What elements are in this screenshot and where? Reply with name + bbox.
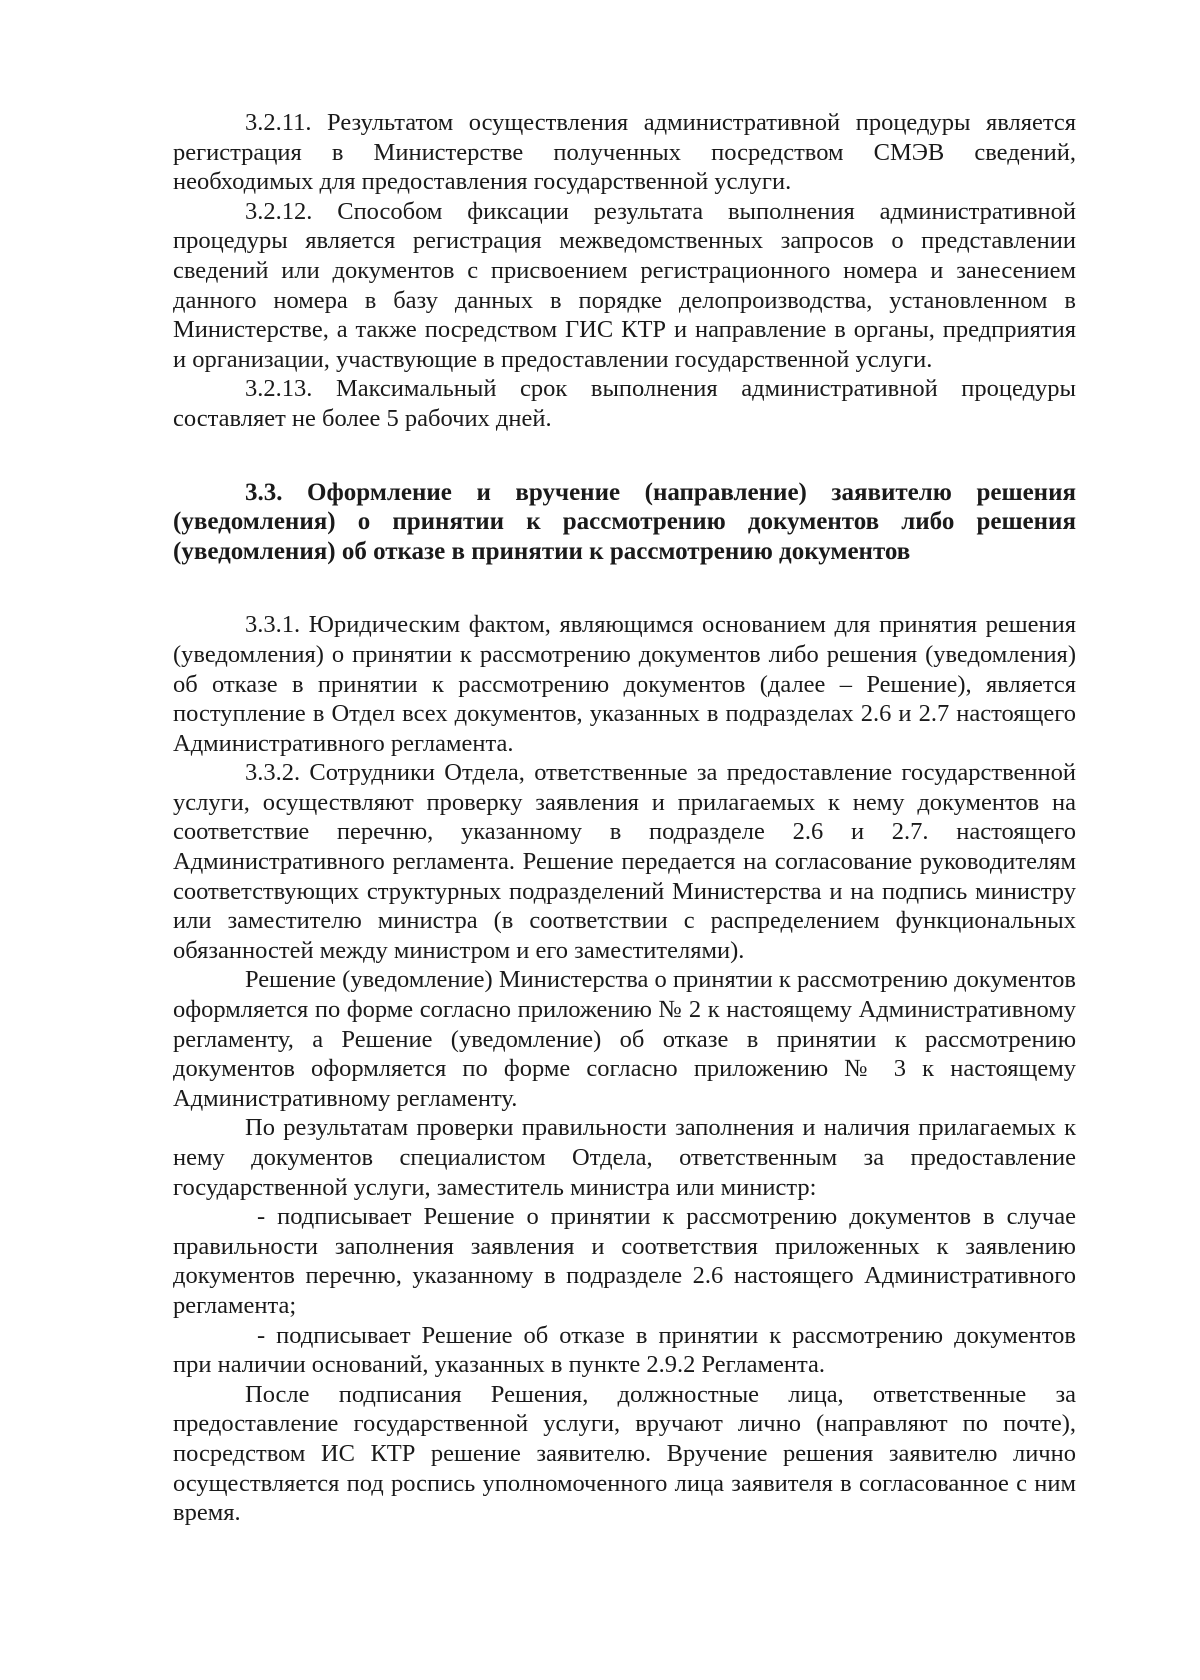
list-item-sign-acceptance: - подписывает Решение о принятии к рассмотрению документов в случае правильности заполнения заявления и соответствия приложенных к заявлению документов перечню, указанному в подразделе 2.6 настоящего Административного регламента; [173, 1203, 1076, 1319]
paragraph-verification-results: По результатам проверки правильности заполнения и наличия прилагаемых к нему документов специалистом Отдела, ответственным за предоставление государственной услуги, заместитель министра или министр: [173, 1114, 1076, 1201]
paragraph-3-2-13: 3.2.13. Максимальный срок выполнения административной процедуры составляет не более 5 рабочих дней. [173, 375, 1076, 432]
paragraph-3-3-2: 3.3.2. Сотрудники Отдела, ответственные за предоставление государственной услуги, осуществляют проверку заявления и прилагаемых к нему документов на соответствие перечню, указанному в подразделе 2.6 и 2.7. настоящего Административного регламента. Решение передается на согласование руководителям соответствующих структурных подразделений Министерства и на подпись министру или заместителю министра (в соответствии с распределением функциональных обязанностей между министром и его заместителями). [173, 759, 1076, 964]
section-heading-3-3: 3.3. Оформление и вручение (направление) заявителю решения (уведомления) о принятии к рассмотрению документов либо решения (уведомления) об отказе в принятии к рассмотрению документов [173, 478, 1076, 565]
paragraph-after-signing: После подписания Решения, должностные лица, ответственные за предоставление государственной услуги, вручают лично (направляют по почте), посредством ИС КТР решение заявителю. Вручение решения заявителю лично осуществляется под роспись уполномоченного лица заявителя в согласованное с ним время. [173, 1380, 1076, 1527]
paragraph-decision-forms: Решение (уведомление) Министерства о принятии к рассмотрению документов оформляется по форме согласно приложению № 2 к настоящему Административному регламенту, а Решение (уведомление) об отказе в принятии к рассмотрению документов оформляется по форме согласно приложению № 3 к настоящему Административному регламенту. [173, 966, 1076, 1112]
paragraph-3-2-12: 3.2.12. Способом фиксации результата выполнения административной процедуры является регистрация межведомственных запросов о представлении сведений или документов с присвоением регистрационного номера и занесением данного номера в базу данных в порядке делопроизводства, установленном в Министерстве, а также посредством ГИС КТР и направление в органы, предприятия и организации, участвующие в предоставлении государственной услуги. [173, 197, 1076, 373]
list-item-sign-refusal: - подписывает Решение об отказе в принятии к рассмотрению документов при наличии оснований, указанных в пункте 2.9.2 Регламента. [173, 1321, 1076, 1379]
paragraph-3-2-11: 3.2.11. Результатом осуществления административной процедуры является регистрация в Министерстве полученных посредством СМЭВ сведений, необходимых для предоставления государственной услуги. [173, 109, 1076, 196]
paragraph-3-3-1: 3.3.1. Юридическим фактом, являющимся основанием для принятия решения (уведомления) о принятии к рассмотрению документов либо решения (уведомления) об отказе в принятии к рассмотрению документов (далее – Решение), является поступление в Отдел всех документов, указанных в подразделах 2.6 и 2.7 настоящего Административного регламента. [173, 611, 1076, 757]
